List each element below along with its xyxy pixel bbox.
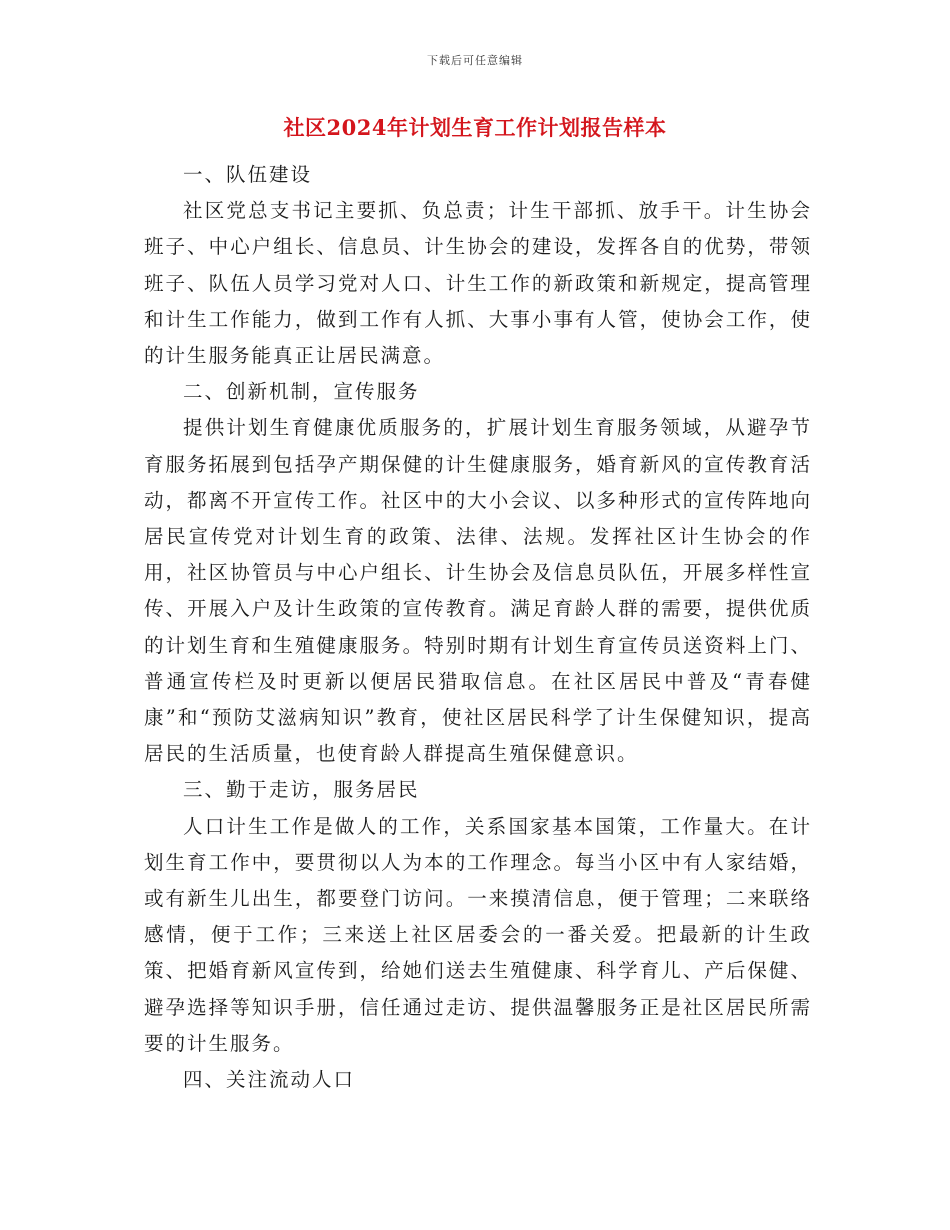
section-heading-visits: 三、勤于走访，服务居民 bbox=[183, 778, 420, 802]
section-heading-floating-population: 四、关注流动人口 bbox=[183, 1068, 356, 1092]
paragraph-visits: 人口计生工作是做人的工作，关系国家基本国策，工作量大。在计划生育工作中，要贯彻以人为本的工作理念。每当小区中有人家结婚，或有新生儿出生，都要登门访问。一来摸清信息，便于管理；二来联络感情，便于工作；三来送上社区居委会的一番关爱。把最新的计生政策、把婚育新风宣传到，给她们送去生殖健康、科学育儿、产后保健、避孕选择等知识手册，信任通过走访、提供温馨服务正是社区居民所需要的计生服务。 bbox=[144, 814, 812, 1055]
header-note: 下载后可任意编辑 bbox=[427, 54, 523, 67]
document-body bbox=[144, 157, 812, 1098]
section-heading-team: 一、队伍建设 bbox=[183, 163, 313, 186]
section-heading-innovation: 二、创新机制，宣传服务 bbox=[183, 380, 420, 404]
paragraph-innovation: 提供计划生育健康优质服务的，扩展计划生育服务领域，从避孕节育服务拓展到包括孕产期保健的计生健康服务，婚育新风的宣传教育活动，都离不开宣传工作。社区中的大小会议、以多种形式的宣传阵地向居民宣传党对计划生育的政策、法律、法规。发挥社区计生协会的作用，社区协管员与中心户组长、计生协会及信息员队伍，开展多样性宣传、开展入户及计生政策的宣传教育。满足育龄人群的需要，提供优质的计划生育和生殖健康服务。特别时期有计划生育宣传员送资料上门、普通宣传栏及时更新以便居民猎取信息。在社区居民中普及“青春健康”和“预防艾滋病知识”教育，使社区居民科学了计生保健知识，提高居民的生活质量，也使育龄人群提高生殖保健意识。 bbox=[144, 416, 812, 766]
paragraph-team: 社区党总支书记主要抓、负总责；计生干部抓、放手干。计生协会班子、中心户组长、信息员、计生协会的建设，发挥各自的优势，带领班子、队伍人员学习党对人口、计生工作的新政策和新规定，提高管理和计生工作能力，做到工作有人抓、大事小事有人管，使协会工作，使的计生服务能真正让居民满意。 bbox=[144, 199, 812, 368]
document-title: 社区2024年计划生育工作计划报告样本 bbox=[283, 115, 667, 140]
